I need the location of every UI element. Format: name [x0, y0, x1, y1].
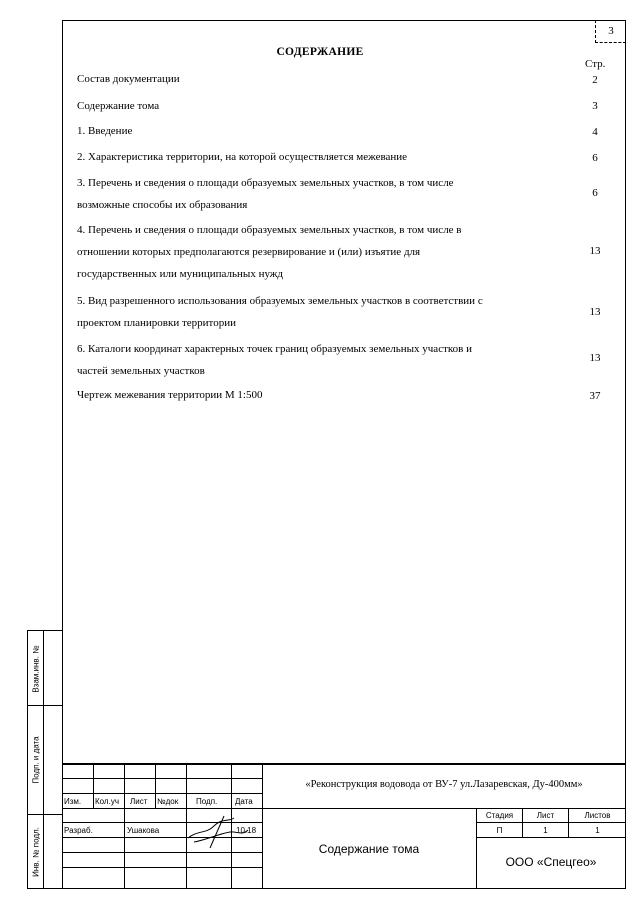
company-name: ООО «Спецгео»: [505, 855, 597, 869]
stamp-header-ndok: №док: [157, 797, 179, 806]
toc-item-line: 5. Вид разрешенного использования образуемых земельных участков в соответствии с: [77, 295, 483, 307]
toc-item-page: 13: [589, 306, 601, 318]
toc-item-line: Чертеж межевания территории М 1:500: [77, 389, 263, 401]
page-column-header: Стр.: [585, 58, 606, 70]
toc-item-line: 2. Характеристика территории, на которой осуществляется межевание: [77, 151, 408, 163]
stamp-header-koluch: Кол.уч: [95, 797, 119, 806]
toc-item-page: 13: [589, 352, 601, 364]
toc-item-line: 4. Перечень и сведения о площади образуемых земельных участков, в том числе в: [77, 224, 462, 236]
toc-item-page: 6: [592, 187, 598, 199]
toc-item-page: 3: [592, 100, 598, 112]
side-label-vzam: Взам.инв. №: [31, 645, 40, 693]
sheets-header: Листов: [584, 811, 611, 820]
razrab-label: Разраб.: [64, 826, 93, 835]
toc-item-page: 13: [589, 245, 601, 257]
razrab-date: 10.18: [236, 826, 257, 835]
toc-item-line: Состав документации: [77, 73, 180, 85]
toc-item-line: государственных или муниципальных нужд: [77, 268, 284, 280]
toc-item-line: 1. Введение: [77, 125, 133, 137]
stamp-header-data: Дата: [235, 797, 253, 806]
document-title: Содержание тома: [318, 842, 420, 856]
page-number: 3: [595, 20, 626, 43]
project-title: «Реконструкция водовода от ВУ-7 ул.Лазаревская, Ду-400мм»: [305, 779, 583, 790]
side-block-inv: [27, 814, 63, 889]
side-label-podp: Подп. и дата: [31, 736, 40, 784]
sheet-header: Лист: [536, 811, 555, 820]
stamp-header-podp: Подп.: [196, 797, 218, 806]
stamp-header-izm: Изм.: [64, 797, 82, 806]
signature-image: [184, 812, 257, 852]
toc-item-line: 3. Перечень и сведения о площади образуемых земельных участков, в том числе: [77, 177, 454, 189]
page-title: СОДЕРЖАНИЕ: [276, 46, 364, 58]
side-block-vzam: [27, 630, 63, 706]
toc-item-page: 2: [592, 74, 598, 86]
stage-value: П: [496, 826, 503, 835]
toc-item-page: 6: [592, 152, 598, 164]
toc-item-line: проектом планировки территории: [77, 317, 236, 329]
sheet-value: 1: [543, 826, 548, 835]
toc-item-line: 6. Каталоги координат характерных точек границ образуемых земельных участков и: [77, 343, 472, 355]
side-block-podp: [27, 705, 63, 815]
razrab-name: Ушакова: [127, 826, 160, 835]
toc-item-line: частей земельных участков: [77, 365, 205, 377]
sheets-value: 1: [595, 826, 600, 835]
toc-item-line: отношении которых предполагаются резервирование и (или) изъятие для: [77, 246, 421, 258]
toc-item-line: Содержание тома: [77, 100, 160, 112]
toc-item-page: 37: [589, 390, 601, 402]
toc-item-line: возможные способы их образования: [77, 199, 248, 211]
side-label-inv: Инв. № подл.: [31, 826, 40, 877]
toc-item-page: 4: [592, 126, 598, 138]
stage-header: Стадия: [485, 811, 514, 820]
stamp-header-list: Лист: [130, 797, 148, 806]
